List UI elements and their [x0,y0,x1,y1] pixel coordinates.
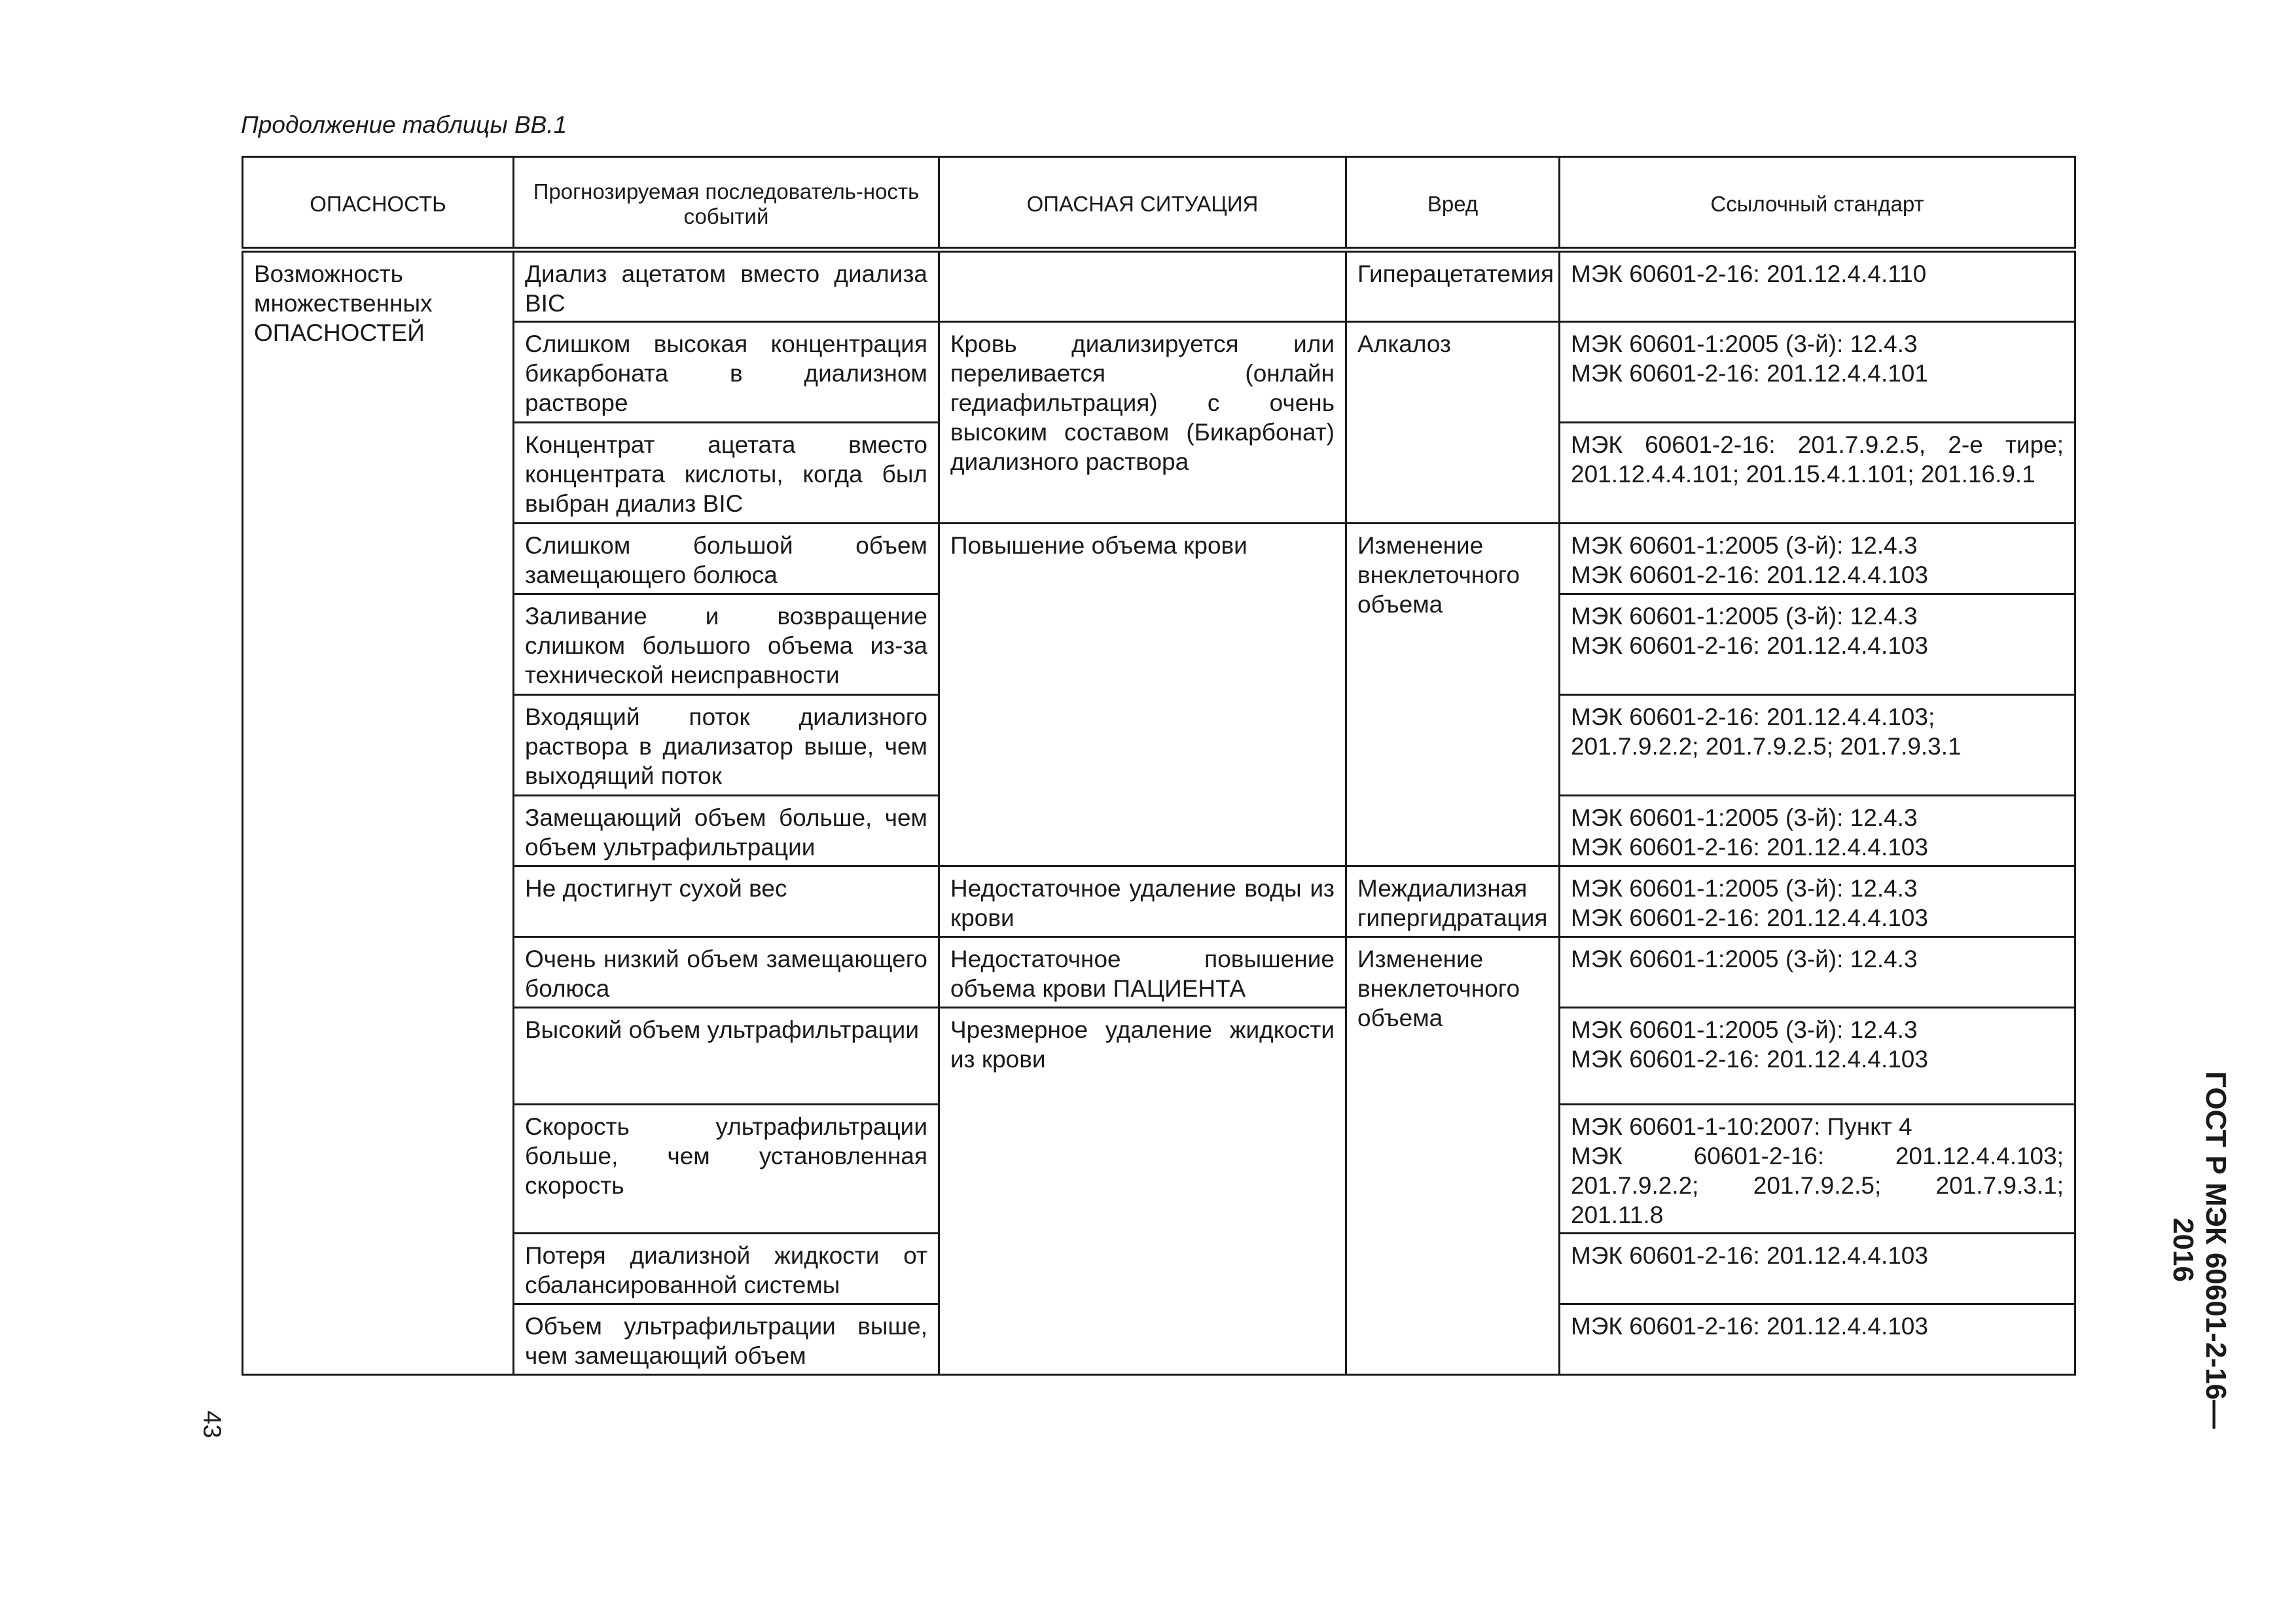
standard-cell: МЭК 60601-1:2005 (3-й): 12.4.3 МЭК 60601-2-16: 201.12.4.4.103 [1560,796,2075,866]
standard-cell: МЭК 60601-2-16: 201.12.4.4.103; 201.7.9.2.2; 201.7.9.2.5; 201.7.9.3.1 [1560,695,2075,796]
situation-cell: Недостаточное удаление воды из крови [939,866,1346,937]
harm-cell: Гиперацетатемия [1346,250,1560,322]
table-row [243,866,2075,937]
standard-cell: МЭК 60601-1:2005 (3-й): 12.4.3 [1560,937,2075,1008]
table-header-row [243,157,2075,250]
sequence-cell: Концентрат ацетата вместо концентрата кислоты, когда был выбран диализ BIC [514,423,939,524]
standard-cell: МЭК 60601-1:2005 (3-й): 12.4.3 МЭК 60601-2-16: 201.12.4.4.103 [1560,524,2075,594]
document-code: ГОСТ Р МЭК 60601-2-16—2016 [2167,1071,2232,1429]
situation-cell: Недостаточное повышение объема крови ПАЦИЕНТА [939,937,1346,1008]
header-situation: ОПАСНАЯ СИТУАЦИЯ [939,157,1346,250]
standard-cell: МЭК 60601-2-16: 201.12.4.4.103 [1560,1304,2075,1375]
standard-cell: МЭК 60601-1:2005 (3-й): 12.4.3 МЭК 60601-2-16: 201.12.4.4.103 [1560,866,2075,937]
harm-cell: Изменение внеклеточного объема [1346,937,1560,1375]
standard-cell: МЭК 60601-2-16: 201.7.9.2.5, 2-е тире; 201.12.4.4.101; 201.15.4.1.101; 201.16.9.1 [1560,423,2075,524]
table-caption: Продолжение таблицы ВВ.1 [241,111,567,138]
sequence-cell: Не достигнут сухой вес [514,866,939,937]
situation-cell [939,250,1346,322]
sequence-cell: Входящий поток диализного раствора в диализатор выше, чем выходящий поток [514,695,939,796]
sequence-cell: Очень низкий объем замещающего болюса [514,937,939,1008]
table-row [243,250,2075,322]
table-row [243,322,2075,423]
sequence-cell: Заливание и возвращение слишком большого объема из-за технической неисправности [514,594,939,695]
page-number: 43 [198,1410,226,1438]
header-sequence: Прогнозируемая последователь-ность событий [514,157,939,250]
standard-cell: МЭК 60601-2-16: 201.12.4.4.103 [1560,1234,2075,1304]
header-standard: Ссылочный стандарт [1560,157,2075,250]
sequence-cell: Диализ ацетатом вместо диализа BIC [514,250,939,322]
harm-cell: Изменение внеклеточного объема [1346,524,1560,866]
standard-cell: МЭК 60601-2-16: 201.12.4.4.110 [1560,250,2075,322]
hazard-table [242,156,2076,1376]
header-harm: Вред [1346,157,1560,250]
header-hazard: ОПАСНОСТЬ [243,157,514,250]
situation-cell: Чрезмерное удаление жидкости из крови [939,1008,1346,1375]
sequence-cell: Потеря диализной жидкости от сбалансированной системы [514,1234,939,1304]
harm-cell: Междиализная гипергидратация [1346,866,1560,937]
standard-cell: МЭК 60601-1:2005 (3-й): 12.4.3 МЭК 60601-2-16: 201.12.4.4.103 [1560,594,2075,695]
sequence-cell: Замещающий объем больше, чем объем ультрафильтрации [514,796,939,866]
standard-cell: МЭК 60601-1-10:2007: Пункт 4 МЭК 60601-2-16: 201.12.4.4.103; 201.7.9.2.2; 201.7.9.2.5; 201.7.9.3.1; 201.11.8 [1560,1105,2075,1234]
harm-cell: Алкалоз [1346,322,1560,524]
sequence-cell: Скорость ультрафильтрации больше, чем установленная скорость [514,1105,939,1234]
standard-cell: МЭК 60601-1:2005 (3-й): 12.4.3 МЭК 60601-2-16: 201.12.4.4.103 [1560,1008,2075,1105]
sequence-cell: Слишком высокая концентрация бикарбоната в диализном растворе [514,322,939,423]
table-row [243,524,2075,594]
situation-cell: Повышение объема крови [939,524,1346,866]
sequence-cell: Объем ультрафильтрации выше, чем замещающий объем [514,1304,939,1375]
situation-cell: Кровь диализируется или переливается (онлайн гедиафильтрация) с очень высоким составом (Бикарбонат) диализного раствора [939,322,1346,524]
standard-cell: МЭК 60601-1:2005 (3-й): 12.4.3 МЭК 60601-2-16: 201.12.4.4.101 [1560,322,2075,423]
table-row [243,937,2075,1008]
sequence-cell: Высокий объем ультрафильтрации [514,1008,939,1105]
table-row [243,1008,2075,1105]
hazard-group-cell: Возможность множественных ОПАСНОСТЕЙ [243,250,514,1375]
sequence-cell: Слишком большой объем замещающего болюса [514,524,939,594]
